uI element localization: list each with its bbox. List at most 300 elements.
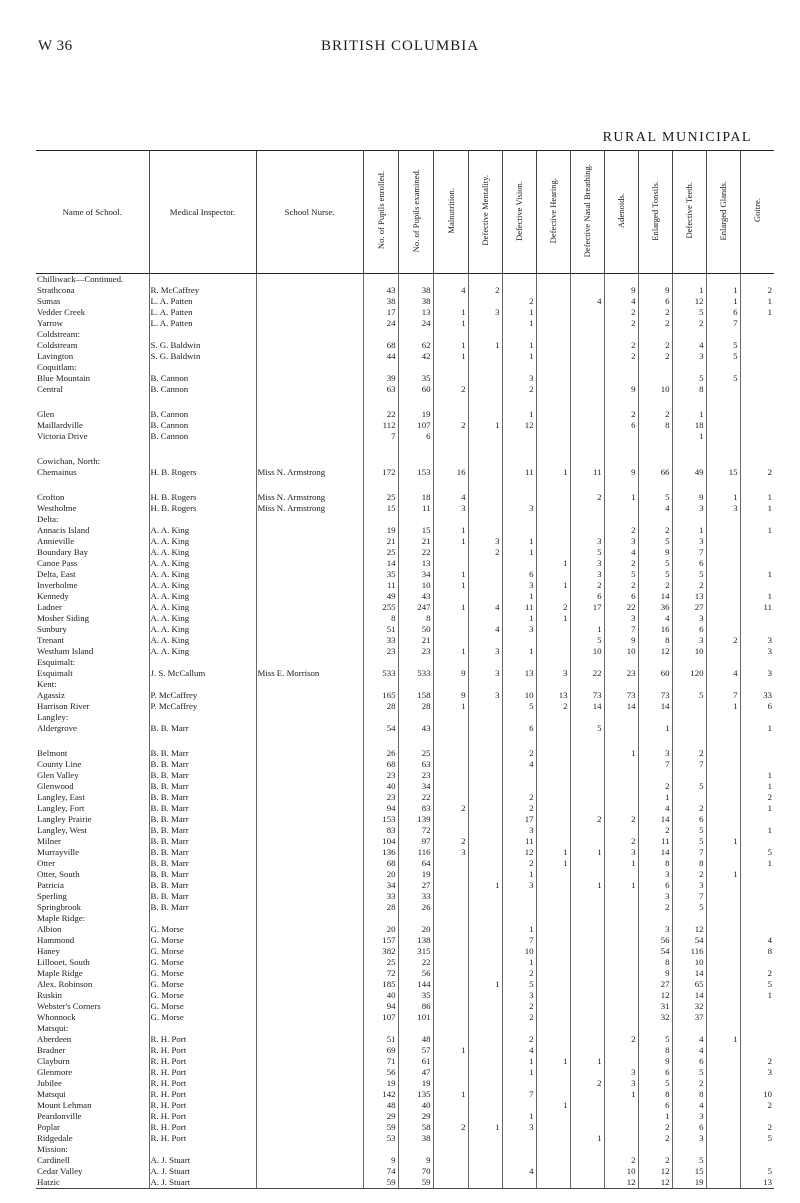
value-cell: 2 bbox=[536, 602, 570, 613]
empty-cell bbox=[256, 478, 363, 492]
value-cell: 23 bbox=[363, 646, 398, 657]
column-header-label: Enlarged Tonsils. bbox=[650, 180, 660, 241]
school-name: Haney bbox=[37, 946, 60, 956]
table-row bbox=[36, 1111, 774, 1122]
value-cell bbox=[468, 591, 502, 602]
value-cell: 138 bbox=[398, 935, 433, 946]
inspection-table bbox=[36, 150, 774, 1189]
empty-cell bbox=[570, 679, 604, 690]
value-cell: 9 bbox=[604, 285, 638, 296]
value-cell bbox=[536, 814, 570, 825]
value-cell: 32 bbox=[638, 1012, 672, 1023]
table-row bbox=[36, 431, 774, 442]
table-row bbox=[36, 635, 774, 646]
value-cell bbox=[604, 1111, 638, 1122]
empty-cell bbox=[256, 1023, 363, 1034]
group-heading-row bbox=[36, 1023, 774, 1034]
value-cell bbox=[740, 318, 774, 329]
value-cell: 3 bbox=[672, 351, 706, 362]
value-cell bbox=[536, 351, 570, 362]
value-cell: 2 bbox=[740, 285, 774, 296]
value-cell: 10 bbox=[570, 646, 604, 657]
school-name: Inverholme bbox=[37, 580, 78, 590]
empty-cell bbox=[256, 657, 363, 668]
value-cell: 157 bbox=[363, 935, 398, 946]
value-cell: 3 bbox=[672, 880, 706, 891]
value-cell bbox=[740, 420, 774, 431]
empty-cell bbox=[468, 734, 502, 748]
value-cell bbox=[706, 420, 740, 431]
value-cell bbox=[706, 558, 740, 569]
value-cell: 9 bbox=[604, 635, 638, 646]
empty-cell bbox=[740, 913, 774, 924]
table-row bbox=[36, 536, 774, 547]
school-name: Langley Prairie bbox=[37, 814, 92, 824]
empty-cell bbox=[706, 329, 740, 340]
table-row bbox=[36, 924, 774, 935]
value-cell: 4 bbox=[638, 613, 672, 624]
value-cell: 3 bbox=[706, 503, 740, 514]
empty-cell bbox=[536, 456, 570, 467]
group-heading: Coldstream: bbox=[37, 329, 81, 339]
value-cell bbox=[536, 1045, 570, 1056]
value-cell bbox=[740, 1111, 774, 1122]
value-cell bbox=[502, 1100, 536, 1111]
value-cell bbox=[706, 759, 740, 770]
value-cell: 2 bbox=[638, 351, 672, 362]
value-cell: 7 bbox=[706, 690, 740, 701]
value-cell bbox=[706, 525, 740, 536]
value-cell: 6 bbox=[570, 591, 604, 602]
school-name: Coldstream bbox=[37, 340, 78, 350]
value-cell: 63 bbox=[398, 759, 433, 770]
value-cell: 2 bbox=[570, 814, 604, 825]
value-cell bbox=[536, 869, 570, 880]
column-header-label: No. of Pupils enrolled. bbox=[375, 171, 386, 250]
value-cell: 12 bbox=[638, 1166, 672, 1177]
value-cell: 83 bbox=[363, 825, 398, 836]
medical-inspector: B. B. Marr bbox=[149, 869, 256, 880]
value-cell: 6 bbox=[502, 723, 536, 734]
value-cell: 38 bbox=[398, 285, 433, 296]
empty-cell bbox=[398, 395, 433, 409]
value-cell bbox=[536, 503, 570, 514]
value-cell bbox=[740, 558, 774, 569]
value-cell bbox=[740, 1001, 774, 1012]
value-cell: 1 bbox=[433, 318, 468, 329]
value-cell: 4 bbox=[468, 624, 502, 635]
value-cell: 3 bbox=[604, 613, 638, 624]
value-cell bbox=[433, 858, 468, 869]
value-cell: 34 bbox=[398, 569, 433, 580]
value-cell bbox=[740, 902, 774, 913]
school-name: Langley, Fort bbox=[37, 803, 85, 813]
value-cell: 33 bbox=[363, 635, 398, 646]
value-cell: 135 bbox=[398, 1089, 433, 1100]
empty-cell bbox=[672, 478, 706, 492]
value-cell: 20 bbox=[363, 924, 398, 935]
value-cell: 7 bbox=[672, 891, 706, 902]
value-cell bbox=[433, 990, 468, 1001]
school-name: Central bbox=[37, 384, 63, 394]
value-cell bbox=[570, 1155, 604, 1166]
value-cell: 14 bbox=[638, 701, 672, 712]
value-cell: 7 bbox=[672, 759, 706, 770]
value-cell: 2 bbox=[468, 285, 502, 296]
value-cell bbox=[468, 1111, 502, 1122]
value-cell bbox=[433, 968, 468, 979]
value-cell bbox=[570, 770, 604, 781]
empty-cell bbox=[570, 329, 604, 340]
value-cell bbox=[706, 1056, 740, 1067]
school-nurse bbox=[256, 814, 363, 825]
school-name: Glen bbox=[37, 409, 55, 419]
value-cell: 2 bbox=[570, 580, 604, 591]
empty-cell bbox=[256, 679, 363, 690]
table-row bbox=[36, 602, 774, 613]
value-cell bbox=[468, 1177, 502, 1189]
empty-cell bbox=[256, 274, 363, 286]
medical-inspector: B. B. Marr bbox=[149, 847, 256, 858]
value-cell bbox=[604, 1012, 638, 1023]
value-cell: 8 bbox=[363, 613, 398, 624]
empty-cell bbox=[502, 1144, 536, 1155]
empty-cell bbox=[740, 1023, 774, 1034]
value-cell: 2 bbox=[502, 384, 536, 395]
value-cell bbox=[433, 792, 468, 803]
value-cell: 1 bbox=[502, 1111, 536, 1122]
value-cell bbox=[706, 1100, 740, 1111]
value-cell bbox=[433, 946, 468, 957]
value-cell: 28 bbox=[398, 701, 433, 712]
table-row bbox=[36, 723, 774, 734]
school-name: Murrayville bbox=[37, 847, 80, 857]
value-cell bbox=[570, 431, 604, 442]
value-cell bbox=[638, 431, 672, 442]
value-cell bbox=[706, 602, 740, 613]
value-cell: 2 bbox=[502, 1012, 536, 1023]
value-cell bbox=[570, 1045, 604, 1056]
value-cell bbox=[604, 979, 638, 990]
value-cell: 49 bbox=[672, 467, 706, 478]
value-cell: 1 bbox=[604, 492, 638, 503]
value-cell bbox=[706, 748, 740, 759]
table-row bbox=[36, 307, 774, 318]
empty-cell bbox=[149, 362, 256, 373]
empty-cell bbox=[604, 1144, 638, 1155]
value-cell: 1 bbox=[638, 723, 672, 734]
table-row bbox=[36, 792, 774, 803]
empty-cell bbox=[433, 395, 468, 409]
value-cell bbox=[536, 285, 570, 296]
page-reference: W 36 bbox=[38, 38, 73, 54]
empty-cell bbox=[570, 1144, 604, 1155]
value-cell bbox=[604, 1100, 638, 1111]
value-cell bbox=[536, 748, 570, 759]
value-cell: 11 bbox=[570, 467, 604, 478]
value-cell bbox=[570, 1034, 604, 1045]
value-cell: 13 bbox=[398, 307, 433, 318]
medical-inspector: R. H. Port bbox=[149, 1111, 256, 1122]
table-body bbox=[36, 274, 774, 1189]
table-row bbox=[36, 503, 774, 514]
medical-inspector: B. Cannon bbox=[149, 420, 256, 431]
empty-cell bbox=[398, 913, 433, 924]
value-cell bbox=[570, 1111, 604, 1122]
value-cell bbox=[468, 635, 502, 646]
value-cell: 12 bbox=[638, 1177, 672, 1189]
school-name: Cedar Valley bbox=[37, 1166, 83, 1176]
value-cell bbox=[536, 318, 570, 329]
school-nurse bbox=[256, 858, 363, 869]
value-cell bbox=[604, 759, 638, 770]
value-cell: 5 bbox=[740, 847, 774, 858]
value-cell bbox=[468, 1067, 502, 1078]
value-cell: 38 bbox=[398, 296, 433, 307]
value-cell: 3 bbox=[604, 847, 638, 858]
medical-inspector: P. McCaffrey bbox=[149, 701, 256, 712]
empty-cell bbox=[570, 913, 604, 924]
value-cell: 2 bbox=[740, 968, 774, 979]
value-cell: 5 bbox=[638, 558, 672, 569]
value-cell bbox=[604, 869, 638, 880]
value-cell bbox=[570, 836, 604, 847]
value-cell: 1 bbox=[502, 869, 536, 880]
value-cell bbox=[502, 525, 536, 536]
value-cell bbox=[468, 803, 502, 814]
empty-cell bbox=[638, 478, 672, 492]
empty-cell bbox=[468, 478, 502, 492]
value-cell bbox=[502, 781, 536, 792]
value-cell bbox=[706, 384, 740, 395]
value-cell: 22 bbox=[604, 602, 638, 613]
value-cell: 19 bbox=[398, 409, 433, 420]
value-cell: 1 bbox=[502, 613, 536, 624]
empty-cell bbox=[149, 274, 256, 286]
column-header-label: No. of Pupils examined. bbox=[410, 168, 421, 253]
value-cell bbox=[468, 847, 502, 858]
value-cell: 8 bbox=[638, 1045, 672, 1056]
empty-cell bbox=[740, 362, 774, 373]
table-row bbox=[36, 296, 774, 307]
value-cell: 2 bbox=[638, 1133, 672, 1144]
value-cell: 1 bbox=[536, 580, 570, 591]
table-row bbox=[36, 781, 774, 792]
school-name: Alex. Robinson bbox=[37, 979, 93, 989]
value-cell: 94 bbox=[363, 1001, 398, 1012]
empty-cell bbox=[502, 514, 536, 525]
value-cell: 3 bbox=[672, 1133, 706, 1144]
value-cell: 14 bbox=[638, 591, 672, 602]
value-cell: 56 bbox=[398, 968, 433, 979]
value-cell bbox=[740, 759, 774, 770]
school-nurse bbox=[256, 748, 363, 759]
school-nurse bbox=[256, 1111, 363, 1122]
empty-cell bbox=[149, 712, 256, 723]
value-cell: 1 bbox=[706, 296, 740, 307]
value-cell: 1 bbox=[706, 285, 740, 296]
value-cell: 59 bbox=[363, 1122, 398, 1133]
empty-cell bbox=[468, 1023, 502, 1034]
value-cell bbox=[468, 296, 502, 307]
value-cell: 22 bbox=[398, 792, 433, 803]
value-cell: 25 bbox=[363, 957, 398, 968]
school-name: Ruskin bbox=[37, 990, 62, 1000]
medical-inspector: A. J. Stuart bbox=[149, 1166, 256, 1177]
value-cell: 23 bbox=[398, 770, 433, 781]
value-cell bbox=[536, 409, 570, 420]
value-cell bbox=[706, 547, 740, 558]
empty-cell bbox=[256, 712, 363, 723]
value-cell: 19 bbox=[398, 869, 433, 880]
empty-cell bbox=[638, 395, 672, 409]
table-row bbox=[36, 902, 774, 913]
empty-cell bbox=[706, 442, 740, 456]
value-cell bbox=[468, 525, 502, 536]
value-cell bbox=[570, 1100, 604, 1111]
value-cell: 1 bbox=[740, 525, 774, 536]
value-cell: 1 bbox=[604, 748, 638, 759]
value-cell: 51 bbox=[363, 1034, 398, 1045]
empty-cell bbox=[433, 657, 468, 668]
value-cell: 2 bbox=[672, 748, 706, 759]
table-row bbox=[36, 580, 774, 591]
table-row bbox=[36, 1067, 774, 1078]
school-name: Hatzic bbox=[36, 1177, 149, 1189]
school-name: Harrison River bbox=[37, 701, 90, 711]
value-cell: 1 bbox=[502, 957, 536, 968]
empty-cell bbox=[570, 395, 604, 409]
value-cell: 4 bbox=[604, 547, 638, 558]
school-name: Sperling bbox=[37, 891, 67, 901]
value-cell: 25 bbox=[363, 492, 398, 503]
empty-cell bbox=[638, 734, 672, 748]
value-cell bbox=[433, 431, 468, 442]
school-nurse: Miss N. Armstrong bbox=[256, 503, 363, 514]
empty-cell bbox=[363, 456, 398, 467]
value-cell: 1 bbox=[468, 1122, 502, 1133]
value-cell bbox=[570, 1166, 604, 1177]
school-nurse bbox=[256, 646, 363, 657]
value-cell: 3 bbox=[433, 503, 468, 514]
value-cell bbox=[706, 646, 740, 657]
spacer-row bbox=[36, 442, 774, 456]
value-cell: 33 bbox=[398, 891, 433, 902]
group-heading-row bbox=[36, 679, 774, 690]
empty-cell bbox=[536, 442, 570, 456]
value-cell bbox=[570, 979, 604, 990]
empty-cell bbox=[433, 679, 468, 690]
empty-cell bbox=[363, 1144, 398, 1155]
school-name: Maple Ridge bbox=[37, 968, 83, 978]
value-cell bbox=[604, 1045, 638, 1056]
value-cell bbox=[570, 858, 604, 869]
value-cell bbox=[740, 351, 774, 362]
value-cell: 15 bbox=[398, 525, 433, 536]
empty-cell bbox=[468, 514, 502, 525]
empty-cell bbox=[149, 478, 256, 492]
empty-cell bbox=[604, 712, 638, 723]
medical-inspector: B. B. Marr bbox=[149, 748, 256, 759]
value-cell: 3 bbox=[502, 624, 536, 635]
value-cell: 72 bbox=[398, 825, 433, 836]
empty-cell bbox=[468, 913, 502, 924]
value-cell bbox=[433, 624, 468, 635]
value-cell bbox=[672, 770, 706, 781]
value-cell bbox=[706, 979, 740, 990]
table-row bbox=[36, 957, 774, 968]
school-name: Annacis Island bbox=[37, 525, 90, 535]
value-cell: 11 bbox=[502, 836, 536, 847]
empty-cell bbox=[468, 274, 502, 286]
value-cell bbox=[536, 759, 570, 770]
table-row bbox=[36, 1056, 774, 1067]
empty-cell bbox=[363, 514, 398, 525]
value-cell: 120 bbox=[672, 668, 706, 679]
empty-cell bbox=[638, 1144, 672, 1155]
value-cell: 28 bbox=[363, 902, 398, 913]
value-cell bbox=[502, 770, 536, 781]
medical-inspector: B. Cannon bbox=[149, 409, 256, 420]
value-cell: 31 bbox=[638, 1001, 672, 1012]
empty-cell bbox=[502, 329, 536, 340]
empty-cell bbox=[604, 442, 638, 456]
table-row bbox=[36, 880, 774, 891]
value-cell bbox=[570, 990, 604, 1001]
table-row bbox=[36, 858, 774, 869]
value-cell bbox=[502, 492, 536, 503]
medical-inspector: A. A. King bbox=[149, 591, 256, 602]
value-cell bbox=[570, 759, 604, 770]
value-cell: 9 bbox=[363, 1155, 398, 1166]
value-cell: 3 bbox=[638, 869, 672, 880]
value-cell bbox=[433, 935, 468, 946]
value-cell bbox=[468, 858, 502, 869]
value-cell bbox=[433, 880, 468, 891]
empty-cell bbox=[706, 657, 740, 668]
group-heading-row bbox=[36, 712, 774, 723]
value-cell bbox=[468, 1133, 502, 1144]
value-cell: 1 bbox=[672, 285, 706, 296]
value-cell: 19 bbox=[398, 1078, 433, 1089]
school-nurse bbox=[256, 536, 363, 547]
value-cell: 1 bbox=[536, 858, 570, 869]
value-cell bbox=[433, 924, 468, 935]
group-heading: Mission: bbox=[37, 1144, 68, 1154]
school-name: Clayburn bbox=[37, 1056, 70, 1066]
group-heading-row bbox=[36, 362, 774, 373]
value-cell: 8 bbox=[638, 635, 672, 646]
value-cell bbox=[502, 1177, 536, 1189]
empty-cell bbox=[363, 679, 398, 690]
value-cell bbox=[740, 1012, 774, 1023]
value-cell: 20 bbox=[398, 924, 433, 935]
value-cell: 1 bbox=[536, 467, 570, 478]
value-cell bbox=[740, 384, 774, 395]
value-cell bbox=[433, 770, 468, 781]
value-cell: 9 bbox=[604, 384, 638, 395]
value-cell bbox=[570, 1012, 604, 1023]
value-cell: 21 bbox=[398, 536, 433, 547]
value-cell: 19 bbox=[363, 1078, 398, 1089]
value-cell bbox=[706, 891, 740, 902]
table-header-row bbox=[36, 151, 774, 274]
value-cell bbox=[433, 547, 468, 558]
value-cell: 29 bbox=[398, 1111, 433, 1122]
value-cell: 2 bbox=[433, 803, 468, 814]
value-cell: 1 bbox=[433, 525, 468, 536]
table-row bbox=[36, 770, 774, 781]
